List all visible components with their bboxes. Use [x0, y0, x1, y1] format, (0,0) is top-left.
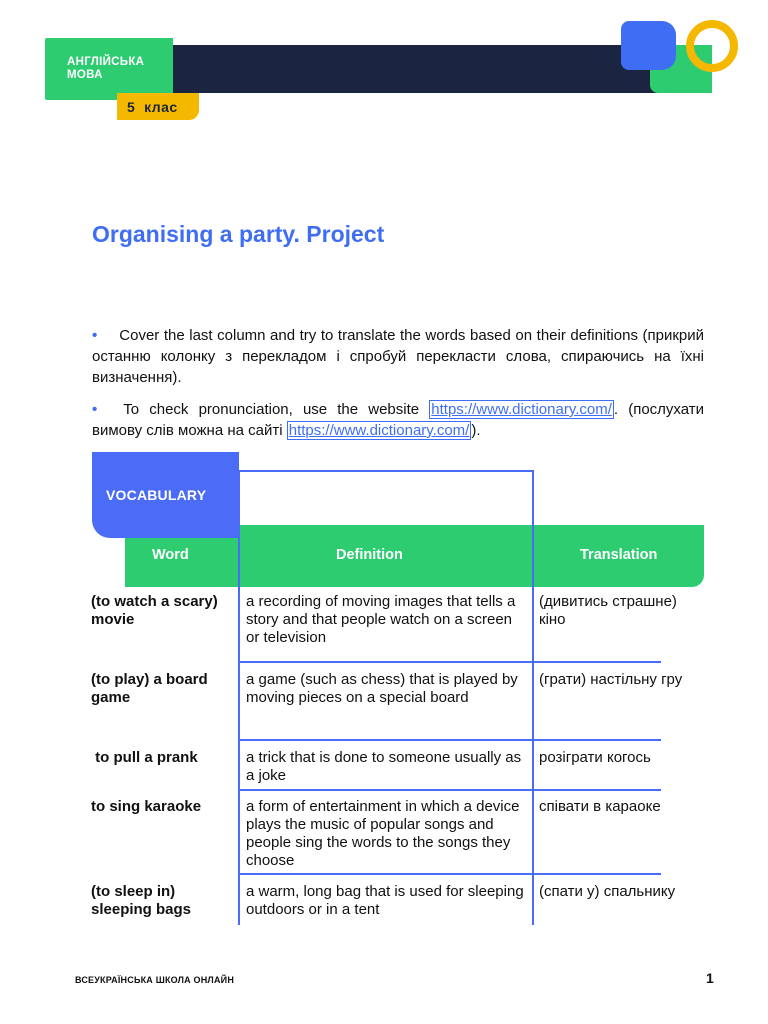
row-3-definition: a trick that is done to someone usually as a joke — [246, 749, 522, 784]
row-1-definition: a recording of moving images that tells a story and that people watch on a screen or television — [246, 593, 516, 646]
instruction-text-2b: . (послухати вимову слів можна на сайті — [92, 401, 705, 439]
column-header-definition: Definition — [336, 547, 403, 563]
row-5-translation: (спати у) спальнику — [539, 883, 676, 900]
table-top-line — [239, 470, 534, 472]
page-number: 1 — [706, 970, 714, 986]
table-divider-2 — [532, 470, 534, 925]
subject-line-1: АНГЛІЙСЬКА — [67, 56, 145, 68]
row-2-word: (to play) a board game — [91, 671, 208, 706]
table-divider-1 — [238, 470, 240, 925]
dictionary-link-1[interactable]: https://www.dictionary.com/ — [431, 401, 612, 418]
instruction-text-2a: To check pronunciation, use the website — [123, 401, 430, 418]
row-divider — [238, 661, 661, 663]
subject-line-2: МОВА — [67, 69, 103, 81]
vocabulary-label: VOCABULARY — [106, 487, 207, 503]
row-1-translation: (дивитись страшне) кіно — [539, 593, 677, 628]
row-divider — [238, 789, 661, 791]
row-3-word: to pull a prank — [91, 749, 198, 766]
footer-school-name: ВСЕУКРАЇНСЬКА ШКОЛА ОНЛАЙН — [75, 975, 235, 985]
row-1-word: (to watch a scary) movie — [91, 593, 218, 628]
row-5-word: (to sleep in) sleeping bags — [91, 883, 192, 918]
bullet-icon: • — [92, 401, 98, 418]
logo-blue-block — [621, 21, 676, 70]
page-title: Organising a party. Project — [92, 221, 385, 247]
instruction-text-1: Cover the last column and try to translate the words based on their definitions (прикрий останню колонку з перекладом і спробуй перекласти слова, спираючись на їхні визначення). — [92, 327, 704, 386]
vocabulary-tab — [92, 452, 239, 538]
row-divider — [238, 739, 661, 741]
instruction-paragraph-1 — [92, 325, 704, 388]
instruction-paragraph-2 — [92, 399, 704, 441]
row-4-word: to sing karaoke — [91, 798, 202, 815]
grade-badge — [117, 93, 199, 120]
column-header-translation: Translation — [580, 547, 658, 563]
subject-badge — [45, 38, 173, 100]
row-4-translation: співати в караоке — [539, 798, 661, 815]
grade-label: 5 клас — [127, 99, 178, 115]
bullet-icon: • — [92, 327, 98, 344]
logo-ring — [686, 20, 738, 72]
row-5-definition: a warm, long bag that is used for sleeping outdoors or in a tent — [246, 883, 524, 918]
row-2-definition: a game (such as chess) that is played by moving pieces on a special board — [246, 671, 518, 706]
row-divider — [238, 873, 661, 875]
instruction-text-2c: ). — [471, 422, 481, 439]
row-2-translation: (грати) настільну гру — [539, 671, 683, 688]
row-3-translation: розіграти когось — [539, 749, 651, 766]
row-4-definition: a form of entertainment in which a device plays the music of popular songs and people sing the words to the songs they choose — [246, 798, 520, 869]
dictionary-link-2[interactable]: https://www.dictionary.com/ — [288, 422, 470, 439]
column-header-word: Word — [152, 547, 189, 563]
